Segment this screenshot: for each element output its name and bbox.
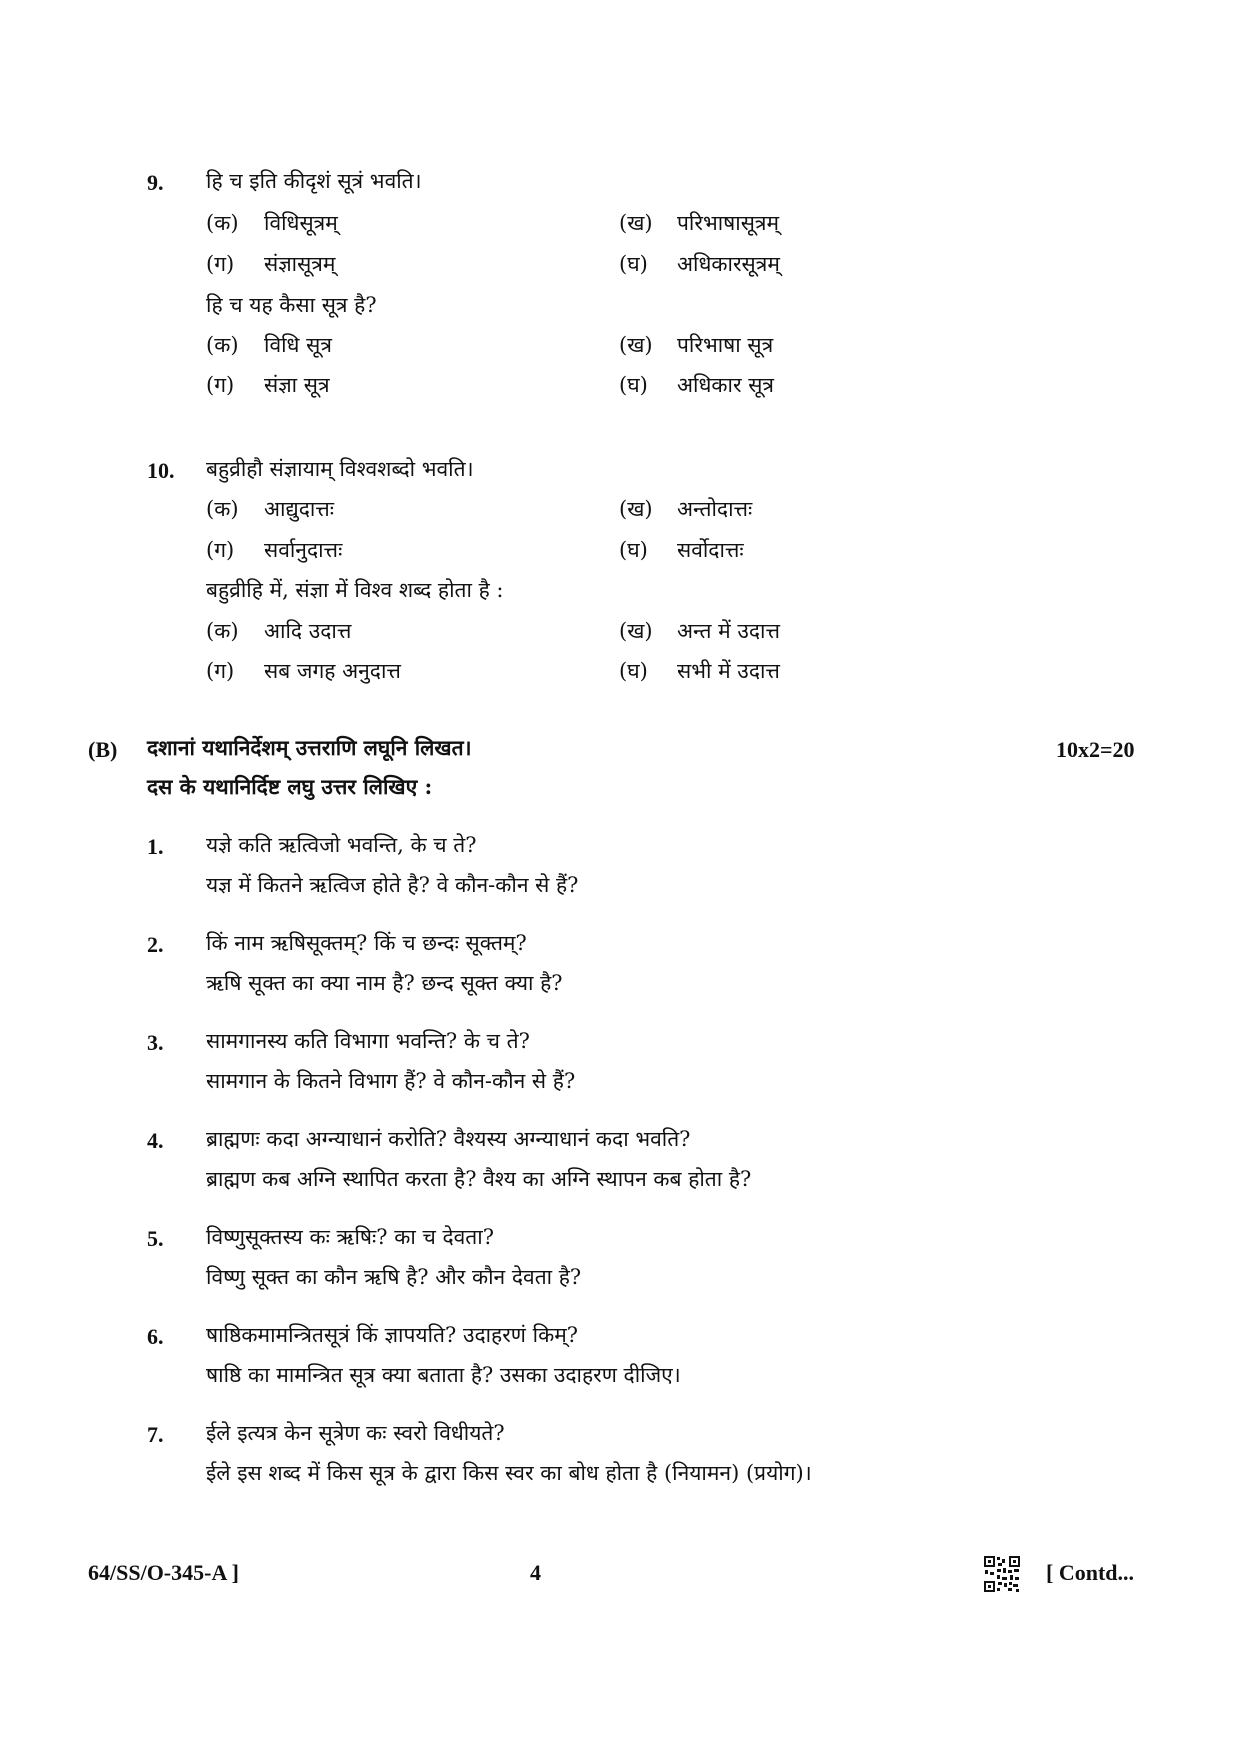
question-text-sanskrit: विष्णुसूक्तस्य कः ऋषिः? का च देवता?	[206, 1225, 494, 1249]
question-text-sanskrit: ईले इत्यत्र केन सूत्रेण कः स्वरो विधीयते?	[206, 1421, 505, 1445]
option-label: (ख)	[619, 211, 653, 235]
option-label: (घ)	[619, 538, 648, 562]
question-text-hindi: ईले इस शब्द में किस सूत्र के द्वारा किस स्वर का बोध होता है (नियामन) (प्रयोग)।	[206, 1461, 812, 1485]
option-text: सब जगह अनुदात्त	[264, 659, 401, 683]
option-ka	[206, 494, 334, 524]
option-ga	[206, 656, 401, 686]
option-label: (ख)	[619, 497, 653, 521]
option-ka	[206, 330, 332, 360]
section-marks: 10x2=20	[1056, 737, 1135, 762]
question-number: 10.	[147, 458, 175, 483]
option-kha	[619, 494, 752, 524]
option-gha	[619, 656, 780, 686]
option-label: (ख)	[619, 619, 653, 643]
paper-code: 64/SS/O-345-A ]	[88, 1560, 239, 1585]
option-gha	[619, 249, 780, 279]
question-number: 3.	[147, 1030, 164, 1055]
option-label: (ग)	[206, 659, 235, 683]
option-label: (घ)	[619, 252, 648, 276]
option-ga	[206, 370, 330, 400]
question-text-sanskrit: हि च इति कीदृशं सूत्रं भवति।	[206, 169, 422, 193]
question-text-sanskrit: सामगानस्य कति विभागा भवन्ति? के च ते?	[206, 1029, 530, 1053]
question-number: 4.	[147, 1128, 164, 1153]
option-text: आद्युदात्तः	[264, 497, 335, 521]
option-ga	[206, 535, 342, 565]
option-label: (ग)	[206, 538, 235, 562]
section-label: (B)	[88, 737, 118, 762]
option-text: सर्वोदात्तः	[677, 538, 744, 562]
question-text-sanskrit: यज्ञे कति ऋत्विजो भवन्ति, के च ते?	[206, 833, 477, 857]
question-number: 9.	[147, 170, 164, 195]
option-gha	[619, 535, 744, 565]
option-text: सर्वानुदात्तः	[264, 538, 343, 562]
qr-code-icon	[983, 1555, 1021, 1593]
option-text: परिभाषासूत्रम्	[677, 211, 780, 235]
question-number: 7.	[147, 1422, 164, 1447]
question-text-hindi: विष्णु सूक्त का कौन ऋषि है? और कौन देवता है?	[206, 1265, 582, 1289]
question-number: 1.	[147, 834, 164, 859]
option-text: विधिसूत्रम्	[264, 211, 338, 235]
option-label: (घ)	[619, 659, 648, 683]
question-text-sanskrit: ब्राह्मणः कदा अग्न्याधानं करोति? वैश्यस्य अग्न्याधानं कदा भवति?	[206, 1127, 691, 1151]
option-text: संज्ञा सूत्र	[264, 373, 330, 397]
question-text-hindi: हि च यह कैसा सूत्र है?	[206, 293, 377, 317]
option-kha	[619, 330, 773, 360]
option-text: संज्ञासूत्रम्	[264, 252, 336, 276]
question-number: 5.	[147, 1226, 164, 1251]
option-label: (घ)	[619, 373, 648, 397]
option-label: (क)	[206, 619, 239, 643]
page-number: 4	[530, 1560, 541, 1585]
option-label: (ग)	[206, 373, 235, 397]
option-text: आदि उदात्त	[264, 619, 352, 643]
option-label: (ग)	[206, 252, 235, 276]
option-text: अन्त में उदात्त	[677, 619, 780, 643]
option-text: परिभाषा सूत्र	[677, 333, 774, 357]
question-number: 6.	[147, 1324, 164, 1349]
question-text-hindi: सामगान के कितने विभाग हैं? वे कौन-कौन से हैं?	[206, 1069, 576, 1093]
option-kha	[619, 208, 779, 238]
option-kha	[619, 616, 780, 646]
question-text-hindi: बहुव्रीहि में, संज्ञा में विश्व शब्द होता है :	[206, 578, 504, 602]
option-ga	[206, 249, 335, 279]
option-gha	[619, 370, 774, 400]
option-text: अधिकारसूत्रम्	[677, 252, 780, 276]
section-heading-sanskrit: दशानां यथानिर्देशम् उत्तराणि लघूनि लिखत।	[147, 735, 472, 760]
option-text: विधि सूत्र	[264, 333, 332, 357]
question-text-hindi: यज्ञ में कितने ऋत्विज होते है? वे कौन-कौन से हैं?	[206, 873, 579, 897]
section-heading-hindi: दस के यथानिर्दिष्ट लघु उत्तर लिखिए :	[147, 774, 433, 799]
question-text-sanskrit: बहुव्रीहौ संज्ञायाम् विश्वशब्दो भवति।	[206, 457, 474, 481]
question-text-hindi: ऋषि सूक्त का क्या नाम है? छन्द सूक्त क्या है?	[206, 971, 563, 995]
option-ka	[206, 208, 338, 238]
option-label: (ख)	[619, 333, 653, 357]
question-number: 2.	[147, 932, 164, 957]
option-label: (क)	[206, 333, 239, 357]
option-text: अन्तोदात्तः	[677, 497, 753, 521]
option-text: अधिकार सूत्र	[677, 373, 775, 397]
question-text-hindi: ब्राह्मण कब अग्नि स्थापित करता है? वैश्य का अग्नि स्थापन कब होता है?	[206, 1167, 752, 1191]
option-ka	[206, 616, 351, 646]
question-text-hindi: षाष्ठि का मामन्त्रित सूत्र क्या बताता है? उसका उदाहरण दीजिए।	[206, 1363, 681, 1387]
question-text-sanskrit: षाष्ठिकमामन्त्रितसूत्रं किं ज्ञापयति? उदाहरणं किम्?	[206, 1323, 579, 1347]
option-label: (क)	[206, 497, 239, 521]
option-label: (क)	[206, 211, 239, 235]
question-text-sanskrit: किं नाम ऋषिसूक्तम्? किं च छन्दः सूक्तम्?	[206, 931, 527, 955]
continued-label: [ Contd...	[1046, 1560, 1135, 1585]
option-text: सभी में उदात्त	[677, 659, 780, 683]
